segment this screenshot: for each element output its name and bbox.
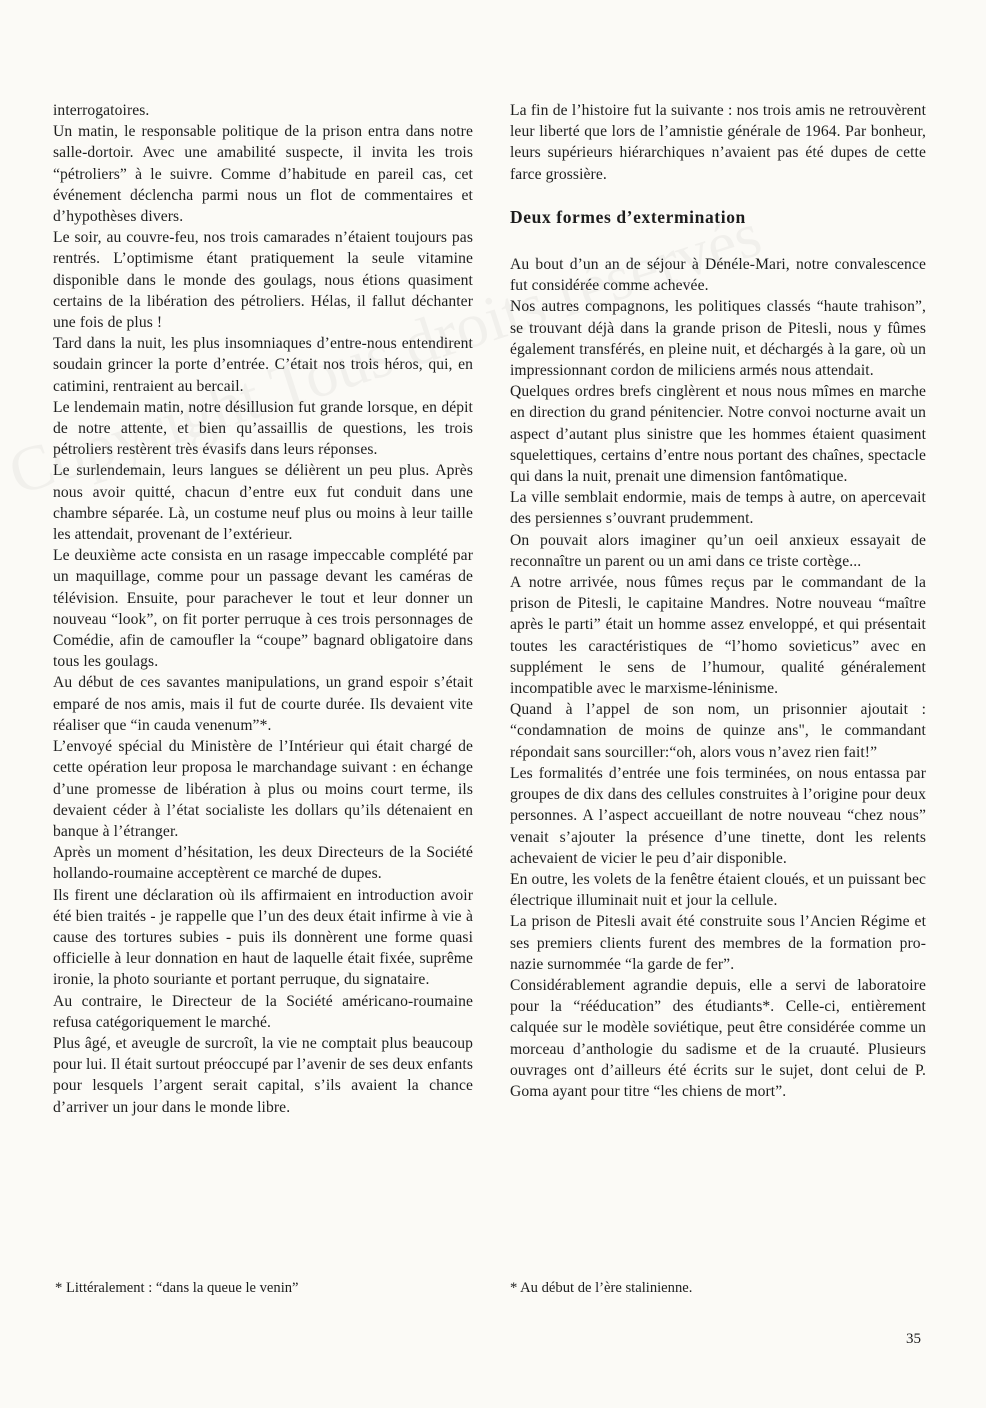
paragraph: On pouvait alors imaginer qu’un oeil anxieux essayait de reconnaître un parent ou un ami dans ce triste cortège...: [510, 531, 926, 570]
footnote-left: * Littéralement : “dans la queue le venin”: [55, 1280, 299, 1296]
page-number: 35: [906, 1331, 921, 1347]
paragraph: Le surlendemain, leurs langues se délièrent un peu plus. Après nous avoir quitté, chacun d’entre eux fut conduit dans une chambre séparée. Là, un costume neuf plus ou moins à leur taille les attendait, provenant de l’extérieur.: [53, 462, 473, 544]
paragraph: Après un moment d’hésitation, les deux Directeurs de la Société hollando-roumaine acceptèrent ce marché de dupes.: [53, 844, 473, 883]
paragraph: Le lendemain matin, notre désillusion fut grande lorsque, en dépit de notre attente, et bien qu’assaillis de questions, les trois pétroliers restèrent très évasifs dans leurs réponses.: [53, 398, 473, 459]
paragraph: L’envoyé spécial du Ministère de l’Intérieur qui était chargé de cette opération leur proposa le marchandage suivant : en échange d’une promesse de libération à plus ou moins court terme, ils devaient céder à l’état socialiste les dollars qu’ils détenaient en banque à l’étranger.: [53, 738, 473, 840]
right-column: [510, 100, 926, 1102]
paragraph: Nos autres compagnons, les politiques classés “haute trahison”, se trouvant déjà dans la grande prison de Pitesli, nous y fûmes également transférés, en pleine nuit, et déchargés à la gare, où un impressionnant cordon de miliciens armés nous attendait.: [510, 298, 926, 380]
paragraph: Tard dans la nuit, les plus insomniaques d’entre-nous entendirent soudain grincer la porte d’entrée. C’était nos trois héros, qui, en catimini, rentraient au bercail.: [53, 335, 473, 395]
paragraph: Considérablement agrandie depuis, elle a servi de laboratoire pour la “rééducation” des étudiants*. Celle-ci, entièrement calquée sur le modèle soviétique, peut être considérée comme un morceau d’anthologie du sadisme et de la cruauté. Plusieurs ouvrages ont d’ailleurs été écrits sur le sujet, dont celui de P. Goma ayant pour titre “les chiens de mort”.: [510, 976, 926, 1100]
paragraph: Au bout d’un an de séjour à Dénéle-Mari, notre convalescence fut considérée comme achevée.: [510, 256, 926, 295]
paragraph: Quelques ordres brefs cinglèrent et nous nous mîmes en marche en direction du grand pénitencier. Notre convoi nocturne avait un aspect d’autant plus sinistre que les hommes étaient quasiment squelettiques, certains d’entre nous portant des chaînes, spectacle qui dans la nuit, prenait une dimension fantômatique.: [510, 383, 926, 486]
paragraph: La prison de Pitesli avait été construite sous l’Ancien Régime et ses premiers clients furent des membres de la formation pro-nazie surnommée “la garde de fer”.: [510, 913, 926, 973]
paragraph: interrogatoires.: [53, 102, 150, 119]
paragraph: Ils firent une déclaration où ils affirmaient en introduction avoir été bien traités - je rappelle que l’un des deux était infirme à vie à cause des tortures subies - puis ils donnèrent une forme quasi officielle à leur donnation en haut de laquelle était fixée, suprême ironie, la photo souriante et portant perruque, du signataire.: [53, 886, 473, 989]
section-heading: Deux formes d’extermination: [510, 206, 746, 227]
footnote-right: * Au début de l’ère stalinienne.: [510, 1280, 693, 1296]
paragraph: Plus âgé, et aveugle de surcroît, la vie ne comptait plus beaucoup pour lui. Il était surtout préoccupé par l’avenir de ses deux enfants pour lesquels l’argent serait capital, s’ils avaient la chance d’arriver un jour dans le monde libre.: [53, 1034, 473, 1116]
paragraph: La fin de l’histoire fut la suivante : nos trois amis ne retrouvèrent leur liberté que lors de l’amnistie générale de 1964. Par bonheur, leurs supérieurs hiérarchiques n’avaient pas été dupes de cette farce grossière.: [510, 102, 926, 183]
paragraph: Un matin, le responsable politique de la prison entra dans notre salle-dortoir. Avec une amabilité suspecte, il invita les trois “pétroliers” à le suivre. Comme d’habitude en pareil cas, cet événement déclencha parmi nous un flot de commentaires et d’hypothèses divers.: [53, 123, 473, 226]
paragraph: Le soir, au couvre-feu, nos trois camarades n’étaient toujours pas rentrés. L’optimisme étant pratiquement la seule vitamine disponible dans le monde des goulags, nous étions quasiment certains de la libération des pétroliers. Hélas, il fallut déchanter une fois de plus !: [53, 229, 473, 332]
paragraph: Quand à l’appel de son nom, un prisonnier ajoutait : “condamnation de moins de quinze ans", le commandant répondait sans sourciller:“oh, alors vous n’avez rien fait!”: [510, 701, 926, 761]
paragraph: Au début de ces savantes manipulations, un grand espoir s’était emparé de nos amis, mais il fut de courte durée. Ils devaient vite réaliser que “in cauda venenum”*.: [53, 674, 473, 734]
left-column: [53, 100, 473, 1118]
paragraph: En outre, les volets de la fenêtre étaient cloués, et un puissant bec électrique illuminait nuit et jour la cellule.: [510, 870, 926, 910]
paragraph: A notre arrivée, nous fûmes reçus par le commandant de la prison de Pitesli, le capitaine Mandres. Notre nouveau “maître après le parti” était un homme assez enveloppé, et qui présentait toutes les caractéristiques de “l’homo sovieticus” avec en supplément le sens de l’humour, qualité généralement incompatible avec le marxisme-léninisme.: [510, 574, 926, 698]
paragraph: Au contraire, le Directeur de la Société américano-roumaine refusa catégoriquement le marché.: [53, 992, 473, 1031]
paragraph: La ville semblait endormie, mais de temps à autre, on apercevait des persiennes s’ouvrant prudemment.: [510, 489, 926, 528]
paragraph: Les formalités d’entrée une fois terminées, on nous entassa par groupes de dix dans des cellules construites à l’origine pour deux personnes. A l’aspect accueillant de notre nouveau “chez nous” venait s’ajouter la présence d’une tinette, dont les relents achevaient de vicier le peu d’air disponible.: [510, 764, 926, 867]
paragraph: Le deuxième acte consista en un rasage impeccable complété par un maquillage, comme pour un passage devant les caméras de télévision. Ensuite, pour parachever le tout et leur donner un nouveau “look”, on fit porter perruque à ces trois personnages de Comédie, afin de camoufler la “coupe” bagnard obligatoire dans tous les goulags.: [53, 547, 473, 671]
